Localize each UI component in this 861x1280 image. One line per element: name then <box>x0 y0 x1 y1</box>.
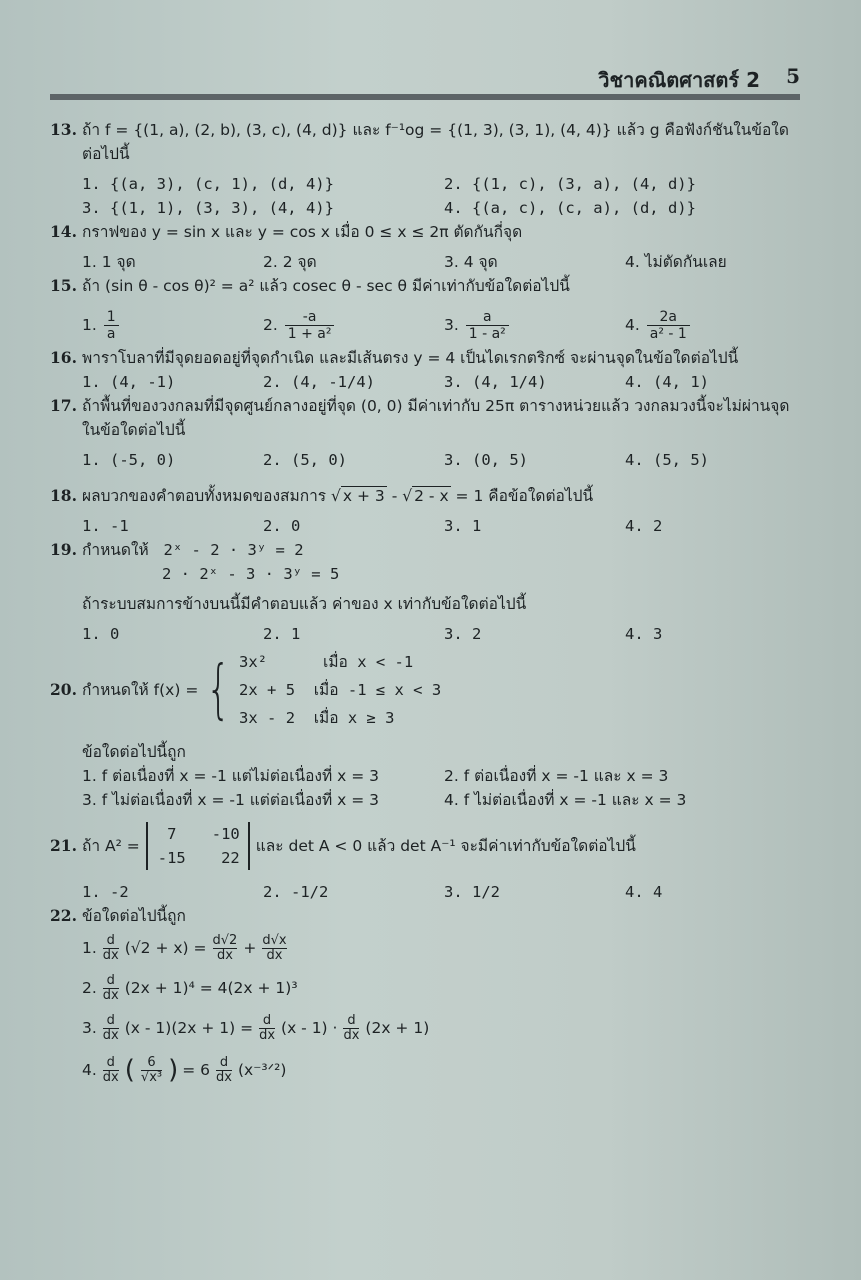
dx-symbol: dx <box>102 1027 119 1043</box>
option-4 <box>82 1048 810 1092</box>
piecewise-function <box>239 648 441 732</box>
option-2 <box>263 309 444 342</box>
dx-symbol: dx <box>216 947 233 963</box>
question-number: 17. <box>50 396 77 415</box>
numerator: a <box>466 309 509 326</box>
denominator: 1 - a² <box>468 325 506 342</box>
question-text: ถ้า f = {(1, a), (2, b), (3, c), (4, d)} และ f⁻¹og = {(1, 3), (3, 1), (4, 4)} แล้ว g คือฟังก์ชันในข้อใด <box>82 121 789 139</box>
option-1: 1. {(a, 3), (c, 1), (d, 4)} <box>82 175 334 193</box>
text-part: และ det A < 0 แล้ว det A⁻¹ จะมีค่าเท่ากับข้อใดต่อไปนี้ <box>255 837 636 855</box>
question-number: 20. <box>50 680 77 699</box>
option-4: 4. (5, 5) <box>625 451 709 469</box>
option-1: 1. (4, -1) <box>82 373 176 391</box>
option-3: 3. 2 <box>444 625 482 643</box>
option-label: 1. <box>82 939 97 957</box>
denominator: a <box>106 325 116 342</box>
question-number: 21. <box>50 836 77 855</box>
options-22 <box>50 928 810 1092</box>
option-4: 4. (4, 1) <box>625 373 709 391</box>
expression: (√2 + x) = <box>124 939 207 957</box>
options-15 <box>50 304 810 346</box>
option-4: 4. 4 <box>625 883 663 901</box>
matrix-cell: 7 <box>167 825 177 843</box>
question-number: 15. <box>50 276 77 295</box>
text-part: กำหนดให้ <box>82 541 149 559</box>
equation-row <box>82 562 810 586</box>
options-18 <box>50 514 810 538</box>
derivative-operator <box>103 1014 119 1043</box>
question-21 <box>50 818 810 874</box>
derivative-operator <box>216 1056 232 1085</box>
option-3: 3. f ไม่ต่อเนื่องที่ x = -1 แต่ต่อเนื่องที่ x = 3 <box>82 791 380 809</box>
option-3: 3. {(1, 1), (3, 3), (4, 4)} <box>82 199 334 217</box>
derivative-operator <box>343 1014 359 1043</box>
option-3: 3. 1 <box>444 517 482 535</box>
d-symbol: d <box>103 1056 119 1071</box>
option-1: 1. f ต่อเนื่องที่ x = -1 แต่ไม่ต่อเนื่องที่ x = 3 <box>82 767 380 785</box>
question-text: กราฟของ y = sin x และ y = cos x เมื่อ 0 ≤ x ≤ 2π ตัดกันกี่จุด <box>82 223 523 241</box>
derivative-operator <box>103 974 119 1003</box>
matrix-row <box>156 822 240 846</box>
page-number: 5 <box>786 64 800 88</box>
piece-1: 3x² เมื่อ x < -1 <box>239 653 414 671</box>
piece-3: 3x - 2 เมื่อ x ≥ 3 <box>239 709 395 727</box>
dx-symbol: dx <box>266 947 283 963</box>
option-1: 1. (-5, 0) <box>82 451 176 469</box>
derivative-operator <box>103 934 119 963</box>
question-22 <box>50 904 810 928</box>
question-text: กำหนดให้ f(x) = <box>82 681 199 699</box>
option-2: 2. 0 <box>263 517 301 535</box>
matrix-row <box>156 846 240 870</box>
open-paren: ( <box>124 1055 135 1085</box>
question-text: ข้อใดต่อไปนี้ถูก <box>82 907 186 925</box>
option-4: 4. 2 <box>625 517 663 535</box>
question-number: 18. <box>50 486 77 505</box>
text-part: ถ้า A² = <box>82 837 140 855</box>
option-1 <box>82 309 263 342</box>
numerator: 1 <box>104 309 119 326</box>
option-3: 3. (0, 5) <box>444 451 528 469</box>
option-3 <box>444 309 625 342</box>
equation-1: 2ˣ - 2 · 3ʸ = 2 <box>163 541 304 559</box>
text-part: = 1 คือข้อใดต่อไปนี้ <box>450 487 594 505</box>
derivative-operator <box>259 1014 275 1043</box>
page-header <box>50 60 800 98</box>
question-text-cont: ข้อใดต่อไปนี้ถูก <box>82 743 186 761</box>
text-part: - √ <box>386 487 413 505</box>
question-text <box>82 538 810 562</box>
option-3 <box>82 1008 810 1048</box>
options-20 <box>50 764 810 812</box>
fraction <box>466 309 509 342</box>
expression: (x - 1) · <box>281 1019 338 1037</box>
d-symbol: d <box>103 974 119 989</box>
header-rule <box>50 94 800 100</box>
question-14 <box>50 220 810 244</box>
dx-symbol: dx <box>259 1027 276 1043</box>
expression: (2x + 1) <box>365 1019 430 1037</box>
fraction <box>647 309 690 342</box>
question-19 <box>50 538 810 616</box>
dx-symbol: dx <box>102 1069 119 1085</box>
numerator: -a <box>285 309 335 326</box>
numerator: 6 <box>141 1056 162 1071</box>
option-1: 1. -2 <box>82 883 129 901</box>
option-label: 3. <box>444 315 459 334</box>
piece-2: 2x + 5 เมื่อ -1 ≤ x < 3 <box>239 681 442 699</box>
close-paren: ) <box>168 1055 179 1085</box>
options-16 <box>50 370 810 394</box>
radicand: 2 - x <box>414 487 449 505</box>
derivative-operator <box>103 1056 119 1085</box>
fraction <box>285 309 335 342</box>
question-15 <box>50 274 810 298</box>
d-symbol: d <box>216 1056 232 1071</box>
d-symbol: d <box>343 1014 359 1029</box>
d-symbol: d <box>103 934 119 949</box>
brace-symbol: { <box>206 653 231 727</box>
option-2: 2. 1 <box>263 625 301 643</box>
option-2: 2. (5, 0) <box>263 451 347 469</box>
option-2: 2. {(1, c), (3, a), (4, d)} <box>444 175 696 193</box>
option-4 <box>625 309 806 342</box>
question-text-cont: ถ้าระบบสมการข้างบนนี้มีคำตอบแล้ว ค่าของ x เท่ากับข้อใดต่อไปนี้ <box>82 595 527 613</box>
option-2: 2. (4, -1/4) <box>263 373 375 391</box>
options-19 <box>50 622 810 646</box>
option-1: 1. -1 <box>82 517 129 535</box>
options-21 <box>50 880 810 904</box>
option-3: 3. 4 จุด <box>444 253 498 271</box>
option-label: 2. <box>82 979 97 997</box>
expression: (x⁻³ᐟ²) <box>238 1061 287 1079</box>
expression: = 6 <box>182 1061 211 1079</box>
dx-symbol: dx <box>102 987 119 1003</box>
option-2 <box>82 968 810 1008</box>
dx-symbol: dx <box>343 1027 360 1043</box>
matrix-cell: -10 <box>211 825 240 843</box>
matrix-cell: 22 <box>221 849 240 867</box>
option-label: 1. <box>82 315 97 334</box>
text-part: ผลบวกของคำตอบทั้งหมดของสมการ √ <box>82 487 341 505</box>
d-symbol: d <box>103 1014 119 1029</box>
question-13 <box>50 118 810 166</box>
option-1 <box>82 928 810 968</box>
denominator: √x³ <box>140 1069 163 1085</box>
option-1: 1. 0 <box>82 625 120 643</box>
matrix <box>146 822 250 870</box>
numerator: d√2 <box>212 932 238 948</box>
option-4: 4. 3 <box>625 625 663 643</box>
radicand: x + 3 <box>342 487 385 505</box>
fraction <box>141 1056 162 1085</box>
dx-symbol: dx <box>102 947 119 963</box>
numerator: 2a <box>647 309 690 326</box>
plus-sign: + <box>243 939 257 957</box>
option-2: 2. f ต่อเนื่องที่ x = -1 และ x = 3 <box>444 767 669 785</box>
question-20 <box>50 646 810 734</box>
equation-2: 2 · 2ˣ - 3 · 3ʸ = 5 <box>162 565 340 583</box>
option-1: 1. 1 จุด <box>82 253 136 271</box>
dx-symbol: dx <box>216 1069 232 1085</box>
d-symbol: d <box>259 1014 275 1029</box>
denominator: 1 + a² <box>287 325 332 342</box>
option-label: 4. <box>625 315 640 334</box>
fraction <box>104 309 119 342</box>
question-17 <box>50 394 810 442</box>
option-label: 4. <box>82 1061 97 1079</box>
matrix-cell: -15 <box>157 849 186 867</box>
question-number: 19. <box>50 540 77 559</box>
question-text <box>82 484 810 508</box>
options-13 <box>50 172 810 220</box>
question-text: ถ้า (sin θ - cos θ)² = a² แล้ว cosec θ - sec θ มีค่าเท่ากับข้อใดต่อไปนี้ <box>82 277 570 295</box>
question-number: 14. <box>50 222 77 241</box>
option-3: 3. (4, 1/4) <box>444 373 547 391</box>
options-17 <box>50 448 810 472</box>
question-18 <box>50 484 810 508</box>
option-4: 4. ไม่ตัดกันเลย <box>625 253 727 271</box>
option-4: 4. {(a, c), (c, a), (d, d)} <box>444 199 696 217</box>
option-label: 3. <box>82 1019 97 1037</box>
question-text: พาราโบลาที่มีจุดยอดอยู่ที่จุดกำเนิด และมีเส้นตรง y = 4 เป็นไดเรกตริกซ์ จะผ่านจุดในข้อใดต่อไปนี้ <box>82 349 739 367</box>
options-14 <box>50 250 810 274</box>
numerator: d√x <box>262 932 287 948</box>
option-2: 2. -1/2 <box>263 883 329 901</box>
question-text-cont: ต่อไปนี้ <box>82 145 130 163</box>
question-16 <box>50 346 810 370</box>
question-number: 22. <box>50 906 77 925</box>
option-3: 3. 1/2 <box>444 883 500 901</box>
derivative-fraction <box>262 934 286 963</box>
expression: (2x + 1)⁴ = 4(2x + 1)³ <box>124 979 298 997</box>
subject-title: วิชาคณิตศาสตร์ 2 <box>598 68 760 92</box>
option-label: 2. <box>263 315 278 334</box>
expression: (x - 1)(2x + 1) = <box>124 1019 254 1037</box>
question-number: 16. <box>50 348 77 367</box>
question-text: ถ้าพื้นที่ของวงกลมที่มีจุดศูนย์กลางอยู่ที่จุด (0, 0) มีค่าเท่ากับ 25π ตารางหน่วยแล้ว วงกลมวงนี้จะไม่ผ่านจุด <box>82 397 790 415</box>
option-4: 4. f ไม่ต่อเนื่องที่ x = -1 และ x = 3 <box>444 791 687 809</box>
option-2: 2. 2 จุด <box>263 253 317 271</box>
derivative-fraction <box>213 934 238 963</box>
question-list <box>50 118 810 1092</box>
denominator: a² - 1 <box>649 325 687 342</box>
question-number: 13. <box>50 120 77 139</box>
question-text-cont: ในข้อใดต่อไปนี้ <box>82 421 186 439</box>
